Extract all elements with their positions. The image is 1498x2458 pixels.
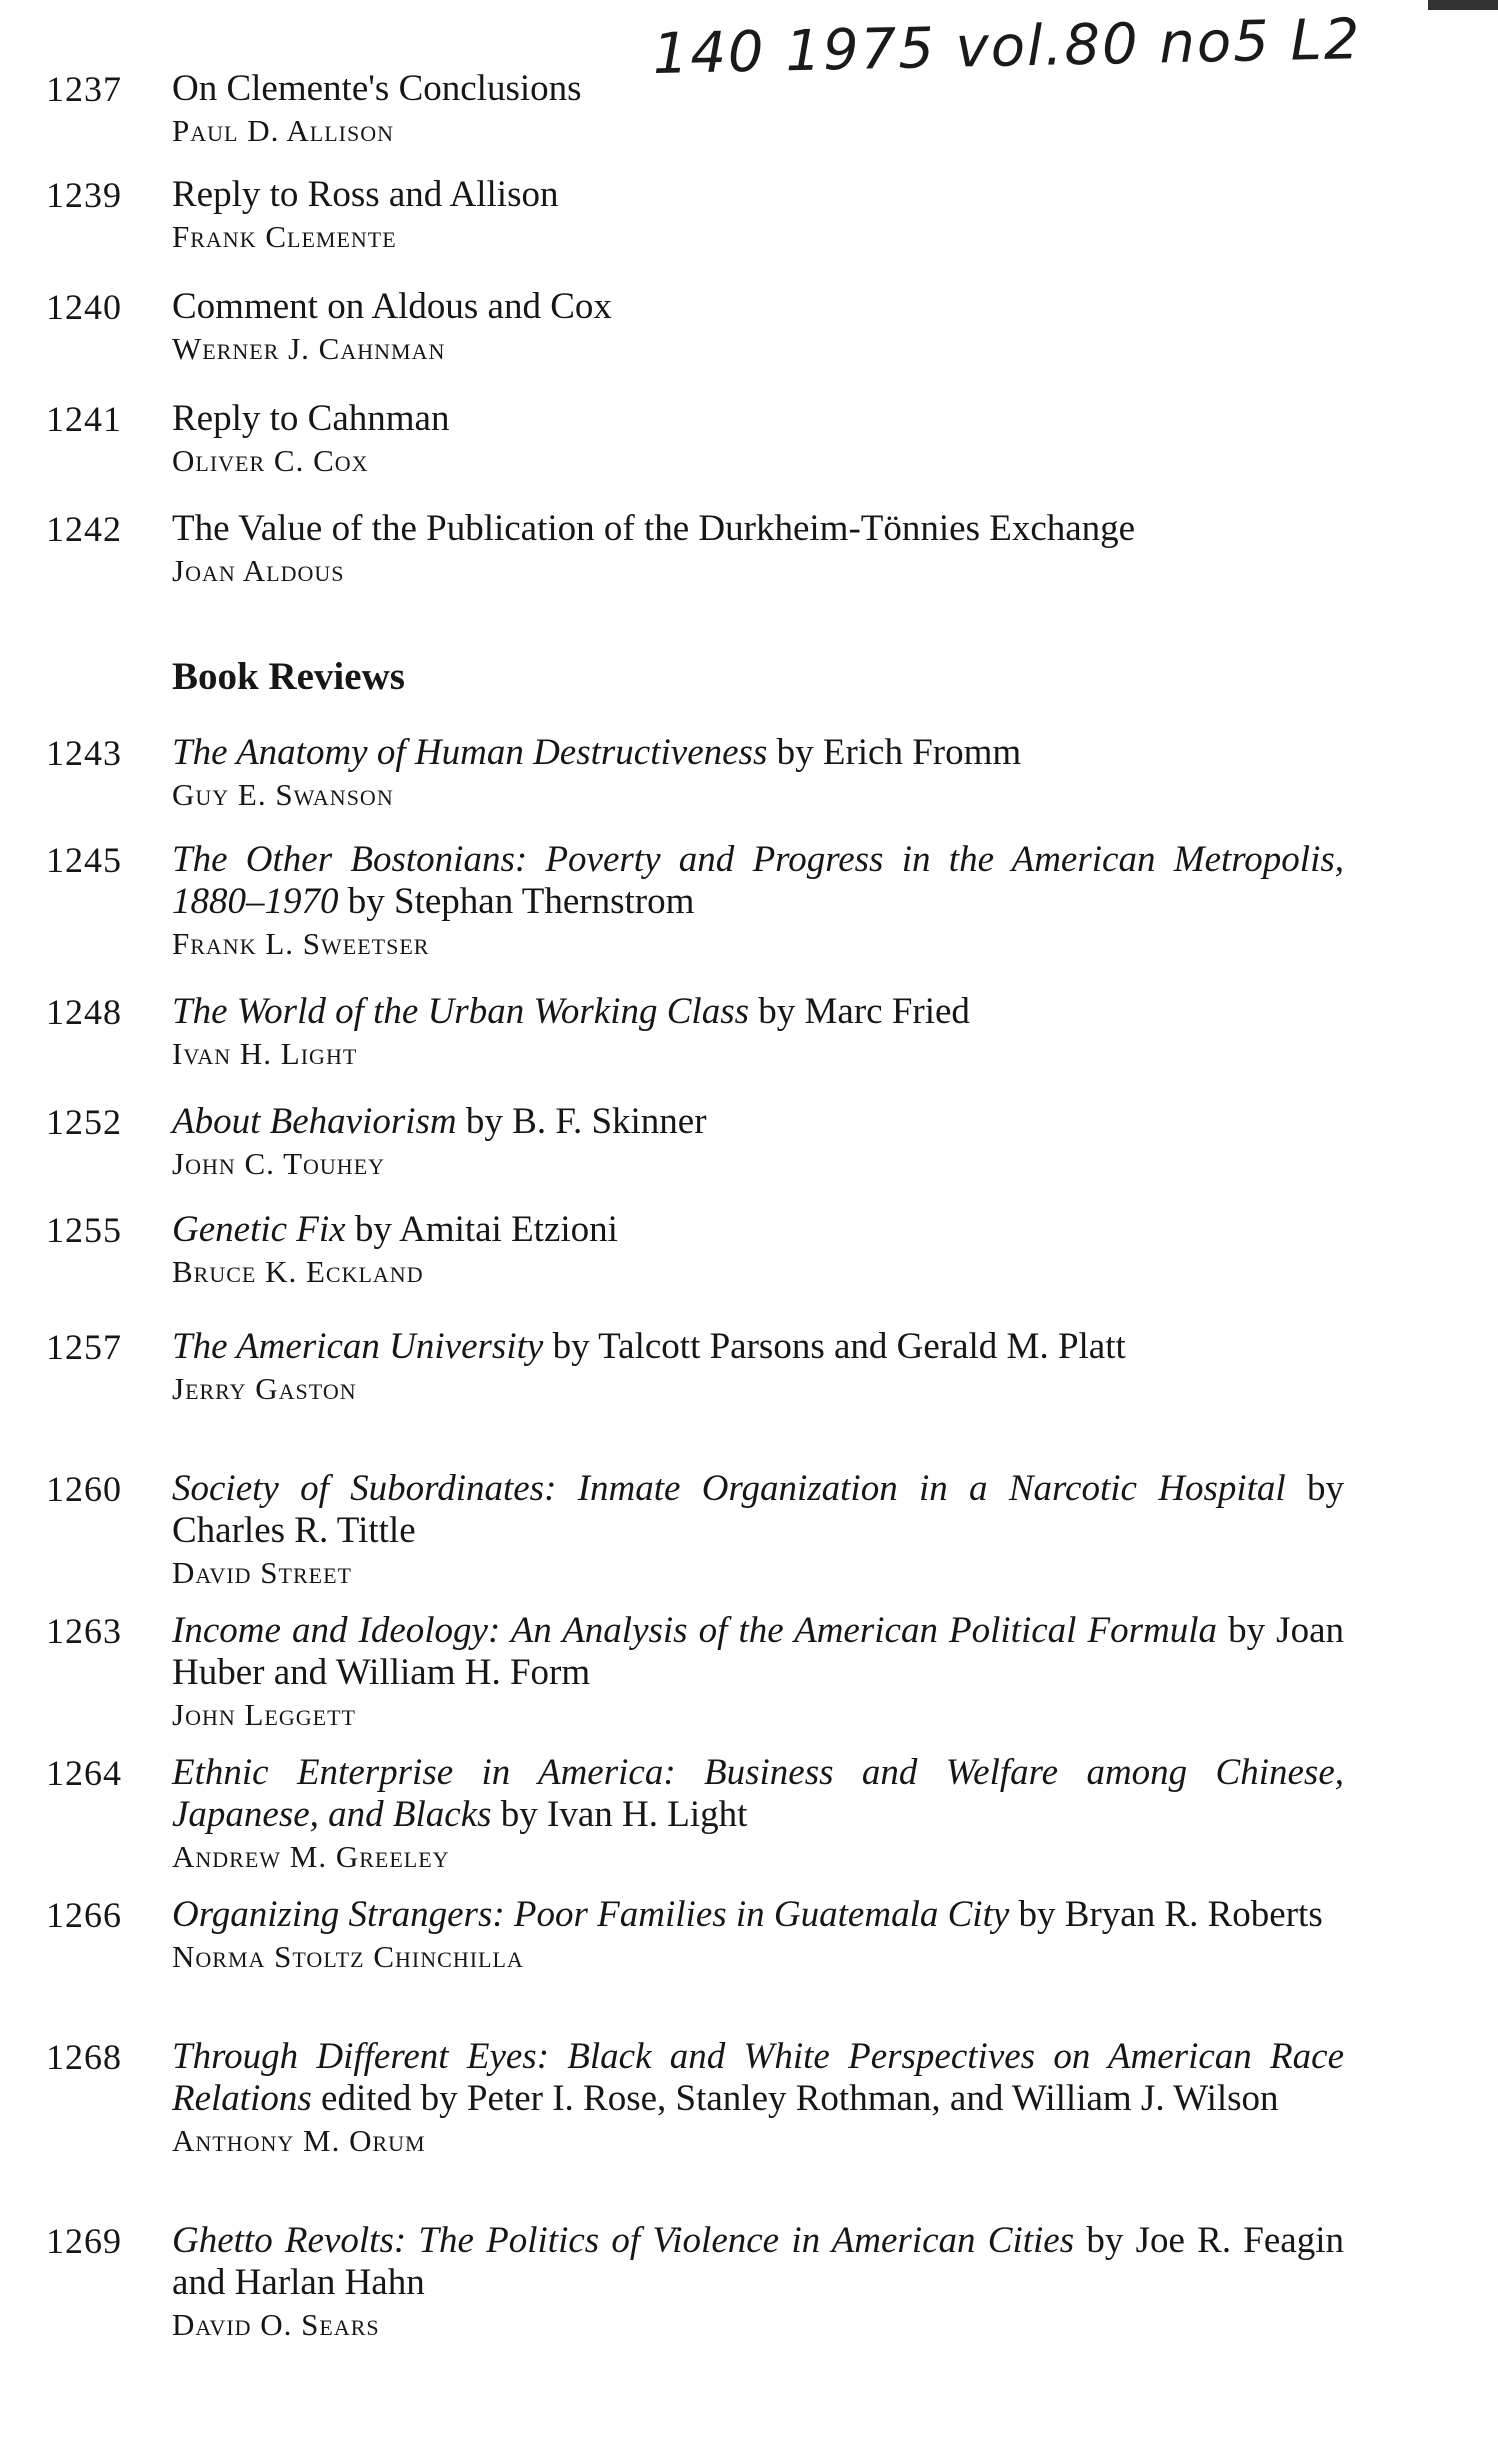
reviewer: Frank L. Sweetser (172, 926, 430, 961)
entry-author: Oliver C. Cox (172, 443, 369, 478)
reviewer: Guy E. Swanson (172, 777, 394, 812)
book-byline: by B. F. Skinner (456, 1101, 707, 1142)
reviewer: Norma Stoltz Chinchilla (172, 1939, 524, 1974)
reviewer: Anthony M. Orum (172, 2123, 426, 2158)
entry-title (172, 1101, 1344, 1143)
entry-title (172, 1326, 1344, 1368)
book-title: Through Different Eyes: Black and White Perspectives on American Race Relations (172, 2036, 1344, 2119)
book-byline: by Erich Fromm (767, 732, 1022, 773)
entry-title (172, 839, 1344, 923)
page-number: 1237 (46, 69, 122, 109)
page-number: 1268 (46, 2037, 122, 2077)
section-heading-book-reviews: Book Reviews (172, 655, 405, 698)
page-number: 1239 (46, 175, 122, 215)
entry-title (172, 1894, 1344, 1936)
entry-title (172, 732, 1344, 774)
page-number: 1252 (46, 1102, 122, 1142)
book-title: Income and Ideology: An Analysis of the American Political Formula (172, 1610, 1218, 1651)
entry-title (172, 1468, 1344, 1552)
page-number: 1255 (46, 1210, 122, 1250)
book-byline: edited by Peter I. Rose, Stanley Rothman, and William J. Wilson (311, 2078, 1279, 2119)
page-number: 1269 (46, 2221, 122, 2261)
reviewer: John Leggett (172, 1697, 356, 1732)
book-byline: by Joe R. Feagin and Harlan Hahn (172, 2220, 1344, 2303)
entry-title (172, 1209, 1344, 1251)
book-byline: by Bryan R. Roberts (1009, 1894, 1323, 1935)
book-title: About Behaviorism (172, 1101, 457, 1142)
scan-edge-mark (1428, 0, 1498, 10)
book-title: Organizing Strangers: Poor Families in Guatemala City (172, 1894, 1010, 1935)
page-number: 1264 (46, 1753, 122, 1793)
book-title: Genetic Fix (172, 1209, 346, 1250)
book-byline: by Amitai Etzioni (345, 1209, 618, 1250)
page-number: 1245 (46, 840, 122, 880)
entry-author: Frank Clemente (172, 219, 397, 254)
book-title: The Other Bostonians: Poverty and Progress in the American Metropolis, 1880–1970 (172, 839, 1344, 922)
page-number: 1257 (46, 1327, 122, 1367)
page-number: 1260 (46, 1469, 122, 1509)
reviewer: John C. Touhey (172, 1146, 386, 1181)
book-byline: by Charles R. Tittle (172, 1468, 1344, 1551)
page-number: 1248 (46, 992, 122, 1032)
entry-title: Reply to Ross and Allison (172, 174, 559, 215)
entry-title (172, 2036, 1344, 2120)
book-byline: by Stephan Thernstrom (338, 881, 695, 922)
reviewer: Jerry Gaston (172, 1371, 357, 1406)
entry-title: Comment on Aldous and Cox (172, 286, 612, 327)
book-title: Ghetto Revolts: The Politics of Violence in American Cities (172, 2220, 1075, 2261)
entry-title (172, 1610, 1344, 1694)
reviewer: Andrew M. Greeley (172, 1839, 450, 1874)
entry-title (172, 1752, 1344, 1836)
book-byline: by Ivan H. Light (491, 1794, 748, 1835)
book-title: Ethnic Enterprise in America: Business and Welfare among Chinese, Japanese, and Blacks (172, 1752, 1344, 1835)
handwritten-note: 140 1975 vol.80 no5 L2 (652, 7, 1363, 87)
reviewer: David Street (172, 1555, 352, 1590)
entry-title: The Value of the Publication of the Durkheim-Tönnies Exchange (172, 508, 1136, 549)
page-number: 1240 (46, 287, 122, 327)
entry-author: Werner J. Cahnman (172, 331, 446, 366)
reviewer: Bruce K. Eckland (172, 1254, 424, 1289)
book-title: The World of the Urban Working Class (172, 991, 749, 1032)
entry-title: Reply to Cahnman (172, 398, 450, 439)
entry-title: On Clemente's Conclusions (172, 68, 582, 109)
page-number: 1243 (46, 733, 122, 773)
entry-title (172, 991, 1344, 1033)
page-number: 1263 (46, 1611, 122, 1651)
book-byline: by Marc Fried (749, 991, 970, 1032)
page-number: 1266 (46, 1895, 122, 1935)
book-title: Society of Subordinates: Inmate Organization in a Narcotic Hospital (172, 1468, 1286, 1509)
book-title: The American University (172, 1326, 544, 1367)
page-number: 1242 (46, 509, 122, 549)
book-byline: by Talcott Parsons and Gerald M. Platt (543, 1326, 1126, 1367)
reviewer: Ivan H. Light (172, 1036, 358, 1071)
entry-author: Paul D. Allison (172, 113, 394, 148)
reviewer: David O. Sears (172, 2307, 380, 2342)
book-byline: by Joan Huber and William H. Form (172, 1610, 1344, 1693)
entry-title (172, 2220, 1344, 2304)
entry-author: Joan Aldous (172, 553, 345, 588)
book-title: The Anatomy of Human Destructiveness (172, 732, 768, 773)
page-number: 1241 (46, 399, 122, 439)
